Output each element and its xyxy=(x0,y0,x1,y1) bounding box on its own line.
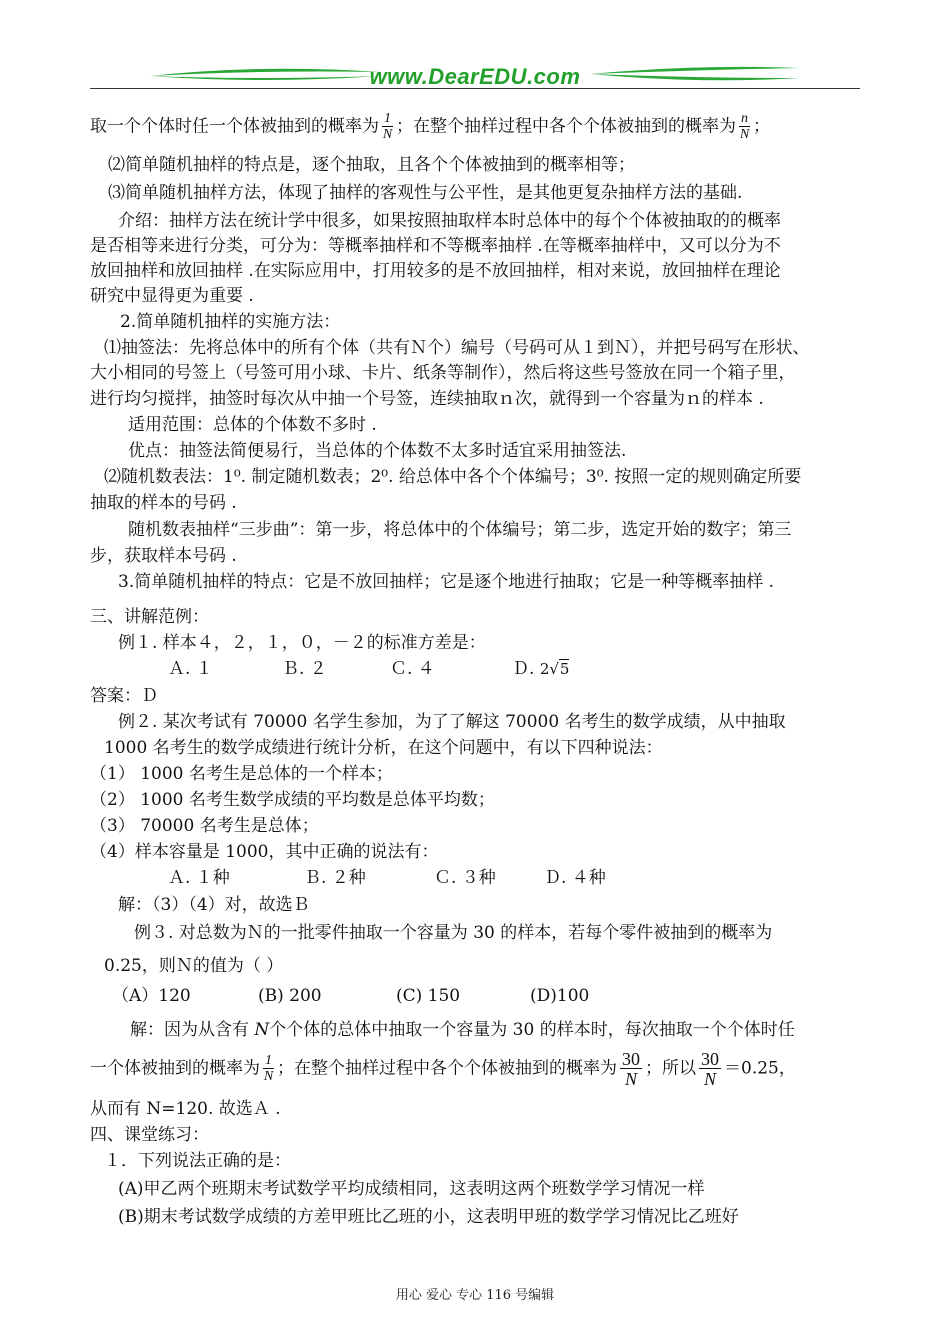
fraction-denominator: N xyxy=(263,1069,274,1084)
text-line: 步，获取样本号码 . xyxy=(90,546,237,566)
section-heading: 3.简单随机抽样的特点：它是不放回抽样；它是逐个地进行抽取；它是一种等概率抽样 . xyxy=(118,572,775,592)
option-b: Ｂ. ２种 xyxy=(304,868,366,888)
solution-line-1 xyxy=(130,1019,795,1041)
text-line: 适用范围：总体的个体数不多时 . xyxy=(128,415,377,435)
text-line: 1000 名考生的数学成绩进行统计分析，在这个问题中，有以下四种说法： xyxy=(104,738,663,758)
fraction-denominator: N xyxy=(382,127,393,142)
text-segment: ；所以 xyxy=(645,1058,696,1079)
text-line: 研究中显得更为重要 . xyxy=(90,286,254,306)
text-line: 随机数表抽样“三步曲”：第一步，将总体中的个体编号；第二步，选定开始的数字；第三 xyxy=(128,520,792,540)
page-footer: 用心 爱心 专心 116 号编辑 xyxy=(395,1288,555,1303)
text-segment: ＝0.25， xyxy=(724,1058,796,1079)
example-2-question: 例２. 某次考试有 70000 名学生参加，为了了解这 70000 名考生的数学成绩，从中抽取 xyxy=(118,712,786,732)
text-line: ⑴抽签法：先将总体中的所有个体（共有Ｎ个）编号（号码可从１到Ｎ），并把号码写在形状、 xyxy=(104,338,810,358)
option-b: Ｂ. ２ xyxy=(282,659,327,679)
option-d: Ｄ. ４种 xyxy=(544,868,606,888)
statement-3: （3） 70000 名考生是总体； xyxy=(90,816,319,836)
fraction-numerator: 1 xyxy=(384,111,391,126)
exercise-option-b: (B)期末考试数学成绩的方差甲班比乙班的小，这表明甲班的数学学习情况比乙班好 xyxy=(118,1207,739,1227)
text-segment: ；在整个抽样过程中各个个体被抽到的概率为 xyxy=(277,1058,617,1079)
text-line-1 xyxy=(90,112,770,142)
text-line: 介绍：抽样方法在统计学中很多，如果按照抽取样本时总体中的每个个体被抽取的的概率 xyxy=(118,211,781,231)
section-heading: 2.简单随机抽样的实施方法： xyxy=(120,312,341,332)
text-segment: 解：因为从含有 xyxy=(130,1020,255,1040)
text-line: ⑶简单随机抽样方法，体现了抽样的客观性与公平性，是其他更复杂抽样方法的基础. xyxy=(108,183,743,203)
text-line: 抽取的样本的号码 . xyxy=(90,493,237,513)
text-line: 优点：抽签法简便易行，当总体的个体数不太多时适宜采用抽签法. xyxy=(128,441,627,461)
sqrt-expression: 2√5 xyxy=(539,660,570,678)
text-segment: 个个体的总体中抽取一个容量为 30 的样本时，每次抽取一个个体时任 xyxy=(269,1020,795,1040)
solution-line-2 xyxy=(90,1050,796,1088)
statement-2: （2） 1000 名考生数学成绩的平均数是总体平均数； xyxy=(90,790,495,810)
page-header xyxy=(90,62,860,92)
text-line: 0.25，则Ｎ的值为（ ） xyxy=(104,956,284,976)
fraction-denominator: N xyxy=(703,1069,716,1089)
example-1-question: 例１. 样本４，２，１，０，－２的标准方差是： xyxy=(118,633,486,653)
option-c: Ｃ. ３种 xyxy=(434,868,496,888)
text-segment: 取一个个体时任一个体被抽到的概率为 xyxy=(90,116,379,137)
option-c: Ｃ. ４ xyxy=(390,659,435,679)
fraction-numerator: 30 xyxy=(701,1049,719,1069)
variable-n: N xyxy=(254,1020,270,1040)
text-segment: ；在整个抽样过程中各个个体被抽到的概率为 xyxy=(396,116,736,137)
option-c: (C) 150 xyxy=(396,986,461,1006)
text-line: 是否相等来进行分类，可分为：等概率抽样和不等概率抽样 .在等概率抽样中，又可以分为不 xyxy=(90,236,781,256)
sqrt-coefficient: 2 xyxy=(539,660,550,678)
fraction-numerator: 1 xyxy=(265,1053,272,1068)
text-line: 从而有 N=120. 故选Ａ . xyxy=(90,1099,281,1119)
fraction-denominator: N xyxy=(624,1069,637,1089)
text-line: ⑵简单随机抽样的特点是，逐个抽取，且各个个体被抽到的概率相等； xyxy=(108,155,635,175)
option-d xyxy=(512,658,569,680)
fraction-1-over-n xyxy=(382,112,393,142)
sqrt-radicand: 5 xyxy=(559,660,570,678)
fraction-30-over-n xyxy=(699,1050,721,1088)
fraction-numerator: 30 xyxy=(622,1049,640,1069)
text-line: 进行均匀搅拌，抽签时每次从中抽一个号签，连续抽取ｎ次，就得到一个容量为ｎ的样本 . xyxy=(90,389,764,409)
text-segment: 一个体被抽到的概率为 xyxy=(90,1058,260,1079)
option-a: （A）120 xyxy=(112,986,191,1006)
fraction-denominator: N xyxy=(739,127,750,142)
option-b: (B) 200 xyxy=(258,986,322,1006)
solution-line: 解：（3）（4）对，故选Ｂ xyxy=(118,895,310,915)
option-d: (D)100 xyxy=(530,986,590,1006)
section-heading: 三、讲解范例： xyxy=(90,607,209,627)
statement-1: （1） 1000 名考生是总体的一个样本； xyxy=(90,764,393,784)
text-segment: ； xyxy=(753,116,770,137)
exercise-option-a: (A)甲乙两个班期末考试数学平均成绩相同，这表明这两个班数学学习情况一样 xyxy=(118,1179,705,1199)
option-a: Ａ. １ xyxy=(168,659,213,679)
fraction-n-over-n xyxy=(739,112,750,142)
answer-line: 答案：Ｄ xyxy=(90,686,158,706)
fraction-numerator: n xyxy=(741,111,748,126)
fraction-30-over-n xyxy=(620,1050,642,1088)
option-d-label: Ｄ. xyxy=(512,659,540,679)
site-logo-text: www.DearEDU.com xyxy=(369,64,581,89)
text-line: ⑵随机数表法：1⁰. 制定随机数表；2⁰. 给总体中各个个体编号；3⁰. 按照一定的规则确定所要 xyxy=(104,467,802,487)
text-line: 放回抽样和放回抽样 .在实际应用中，打用较多的是不放回抽样，相对来说，放回抽样在理论 xyxy=(90,261,781,281)
fraction-1-over-n xyxy=(263,1054,274,1084)
exercise-1-question: １．下列说法正确的是： xyxy=(104,1151,291,1171)
option-a: Ａ. １种 xyxy=(168,868,230,888)
header-rule xyxy=(90,88,860,89)
statement-4: （4）样本容量是 1000，其中正确的说法有： xyxy=(90,842,439,862)
section-heading: 四、课堂练习： xyxy=(90,1125,209,1145)
text-line: 大小相同的号签上（号签可用小球、卡片、纸条等制作），然后将这些号签放在同一个箱子里， xyxy=(90,363,796,383)
example-3-question: 例３. 对总数为Ｎ的一批零件抽取一个容量为 30 的样本，若每个零件被抽到的概率为 xyxy=(134,923,773,943)
